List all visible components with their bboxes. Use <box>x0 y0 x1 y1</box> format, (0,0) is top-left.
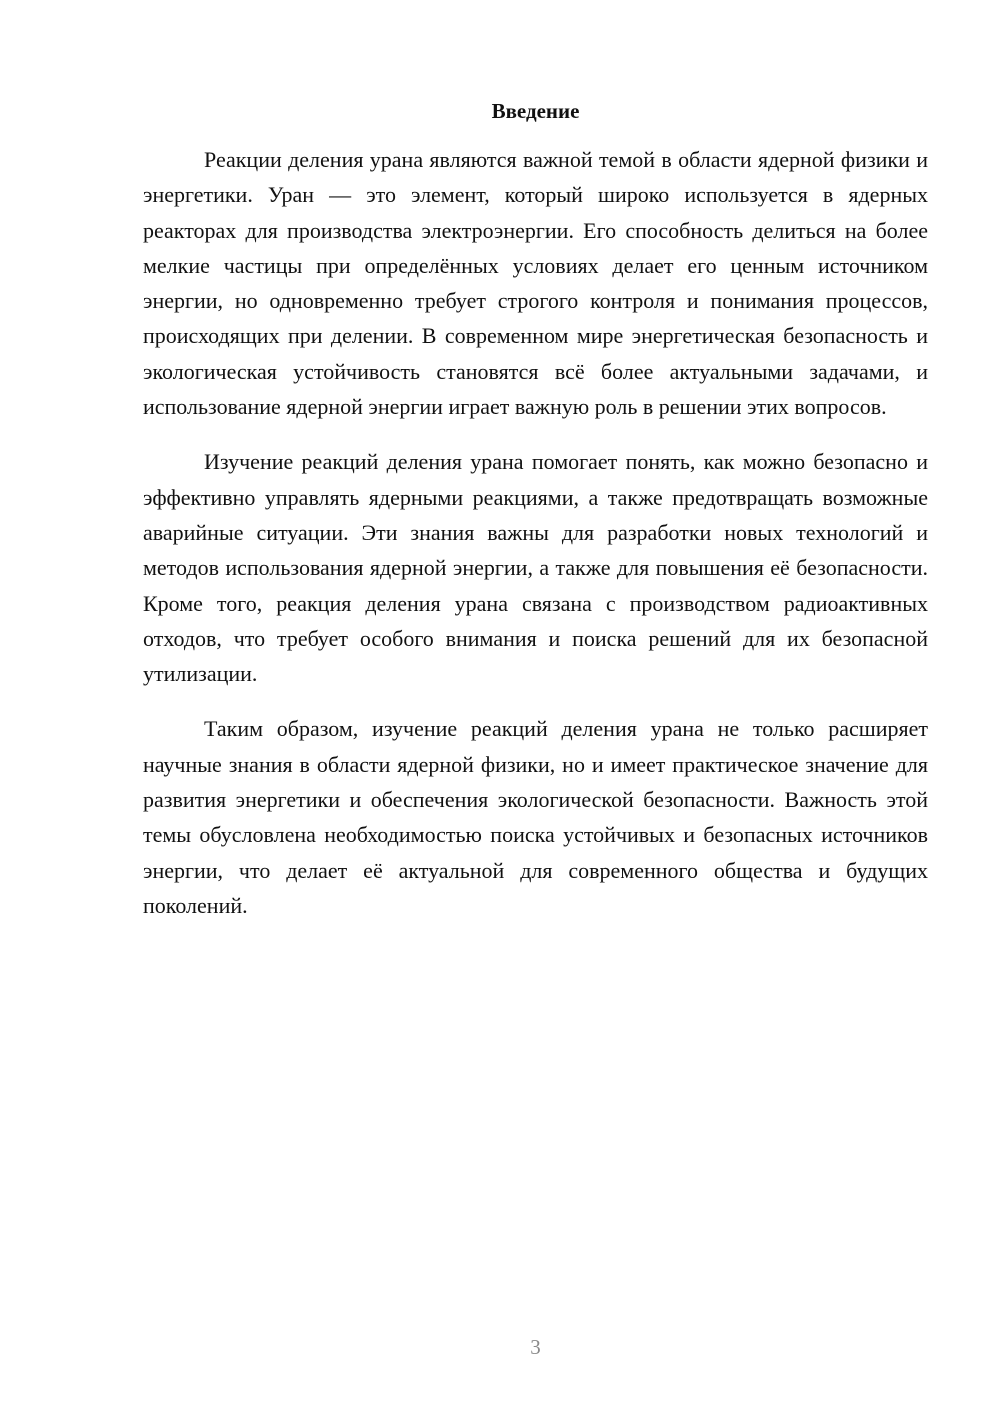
paragraph-1: Реакции деления урана являются важной темой в области ядерной физики и энергетики. Уран — это элемент, который широко используется в ядерных реакторах для производства электроэнергии. Его способность делиться на более мелкие частицы при определённых условиях делает его ценным источником энергии, но одновременно требует строгого контроля и понимания процессов, происходящих при делении. В современном мире энергетическая безопасность и экологическая устойчивость становятся всё более актуальными задачами, и использование ядерной энергии играет важную роль в решении этих вопросов. <box>143 147 928 420</box>
body-text <box>143 142 928 943</box>
section-heading: Введение <box>491 99 580 123</box>
page-number: 3 <box>530 1335 541 1359</box>
paragraph-3: Таким образом, изучение реакций деления урана не только расширяет научные знания в области ядерной физики, но и имеет практическое значение для развития энергетики и обеспечения экологической безопасности. Важность этой темы обусловлена необходимостью поиска устойчивых и безопасных источников энергии, что делает её актуальной для современного общества и будущих поколений. <box>143 716 928 918</box>
paragraph-2: Изучение реакций деления урана помогает понять, как можно безопасно и эффективно управлять ядерными реакциями, а также предотвращать возможные аварийные ситуации. Эти знания важны для разработки новых технологий и методов использования ядерной энергии, а также для повышения её безопасности. Кроме того, реакция деления урана связана с производством радиоактивных отходов, что требует особого внимания и поиска решений для их безопасной утилизации. <box>143 449 928 687</box>
